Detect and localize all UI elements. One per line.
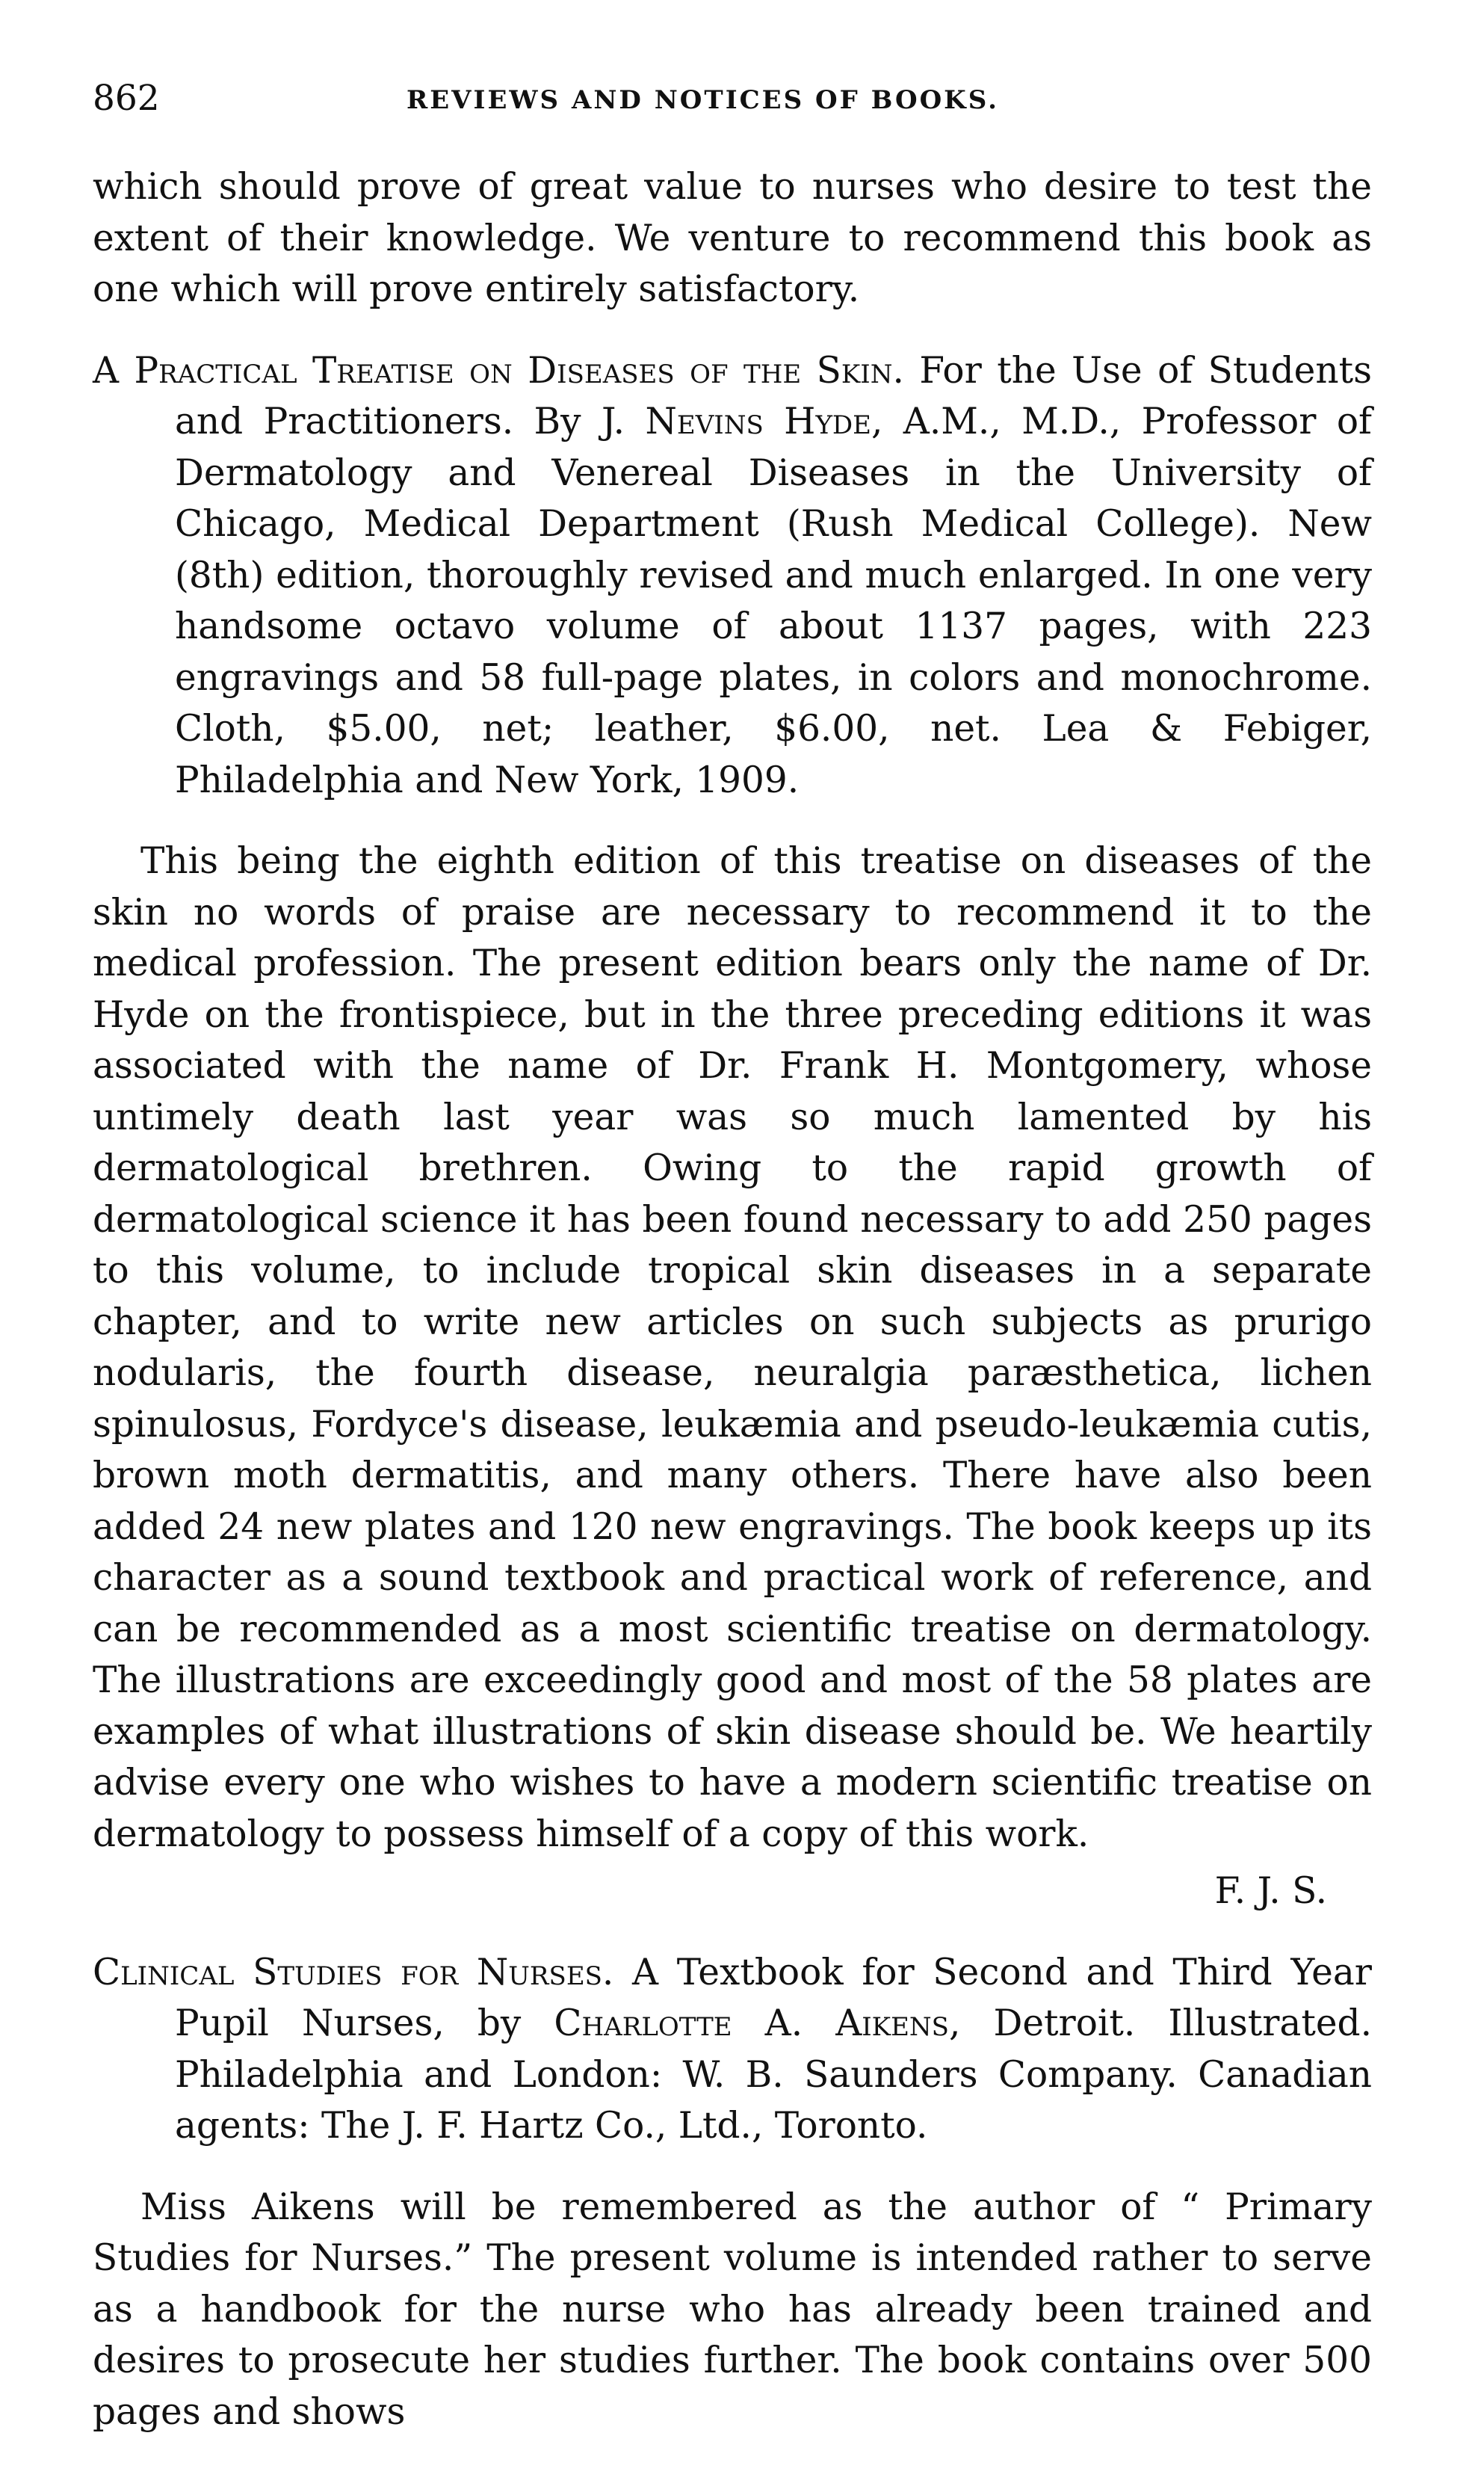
review-paragraph-skin-treatise: This being the eighth edition of this treatise on diseases of the skin no words of praise are necessary to recommend it to the medical profession. The present edition bears only the name of Dr. Hyde on the frontispiece, but in the three preceding editions it was associated with the name of Dr. Frank H. Montgomery, whose untimely death last year was so much lamented by his dermatological brethren. Owing to the rapid growth of dermatological science it has been found necessary to add 250 pages to this volume, to include tropical skin diseases in a separate chapter, and to write new articles on such subjects as prurigo nodularis, the fourth disease, neuralgia paræsthetica, lichen spinulosus, Fordyce's disease, leukæmia and pseudo-leukæmia cutis, brown moth dermatitis, and many others. There have also been added 24 new plates and 120 new engravings. The book keeps up its character as a sound textbook and practical work of reference, and can be recommended as a most scientific treatise on dermatology. The illustrations are exceedingly good and most of the 58 plates are examples of what illustrations of skin disease should be. We heartily advise every one who wishes to have a modern scientific treatise on dermatology to possess himself of a copy of this work.	[93, 840, 1372, 1855]
book-title: Clinical Studies for Nurses.	[93, 1951, 614, 1993]
book-author: Charlotte A. Aikens	[554, 2002, 949, 2044]
running-title: REVIEWS AND NOTICES OF BOOKS.	[406, 85, 999, 115]
book-entry-text: For the Use of Students and Practitioners. By J.	[175, 349, 1373, 442]
book-entry-text: , A.M., M.D., Professor of Dermatology and Venereal Diseases in the University of Chicago, Medical Department (Rush Medical College). New (8th) edition, thoroughly revised and much enlarged. In one very handsome octavo volume of about 1137 pages, with 223 engravings and 58 full-page plates, in colors and monochrome. Cloth, $5.00, net; leather, $6.00, net. Lea & Febiger, Philadelphia and New York, 1909.	[175, 401, 1372, 801]
intro-paragraph: which should prove of great value to nurses who desire to test the extent of their knowledge. We venture to recommend this book as one which will prove entirely satisfactory.	[93, 166, 1372, 310]
review-paragraph-clinical-studies: Miss Aikens will be remembered as the author of “ Primary Studies for Nurses.” The present volume is intended rather to serve as a handbook for the nurse who has already been trained and desires to prosecute her studies further. The book contains over 500 pages and shows	[93, 2186, 1372, 2433]
book-entry-text: A Textbook for Second and Third Year Pupil Nurses, by	[175, 1951, 1372, 2044]
book-entry-text: , Detroit. Illustrated. Philadelphia and London: W. B. Saunders Company. Canadian agents: The J. F. Hartz Co., Ltd., Toronto.	[175, 2002, 1372, 2147]
book-entry-skin-treatise	[93, 345, 1372, 806]
book-entry-clinical-studies	[93, 1947, 1372, 2152]
page-number: 862	[93, 78, 160, 119]
book-author: Nevins Hyde	[645, 401, 871, 442]
book-title: A Practical Treatise on Diseases of the Skin.	[93, 349, 904, 392]
running-head	[93, 78, 1372, 130]
reviewer-signature: F. J. S.	[1214, 1870, 1327, 1912]
